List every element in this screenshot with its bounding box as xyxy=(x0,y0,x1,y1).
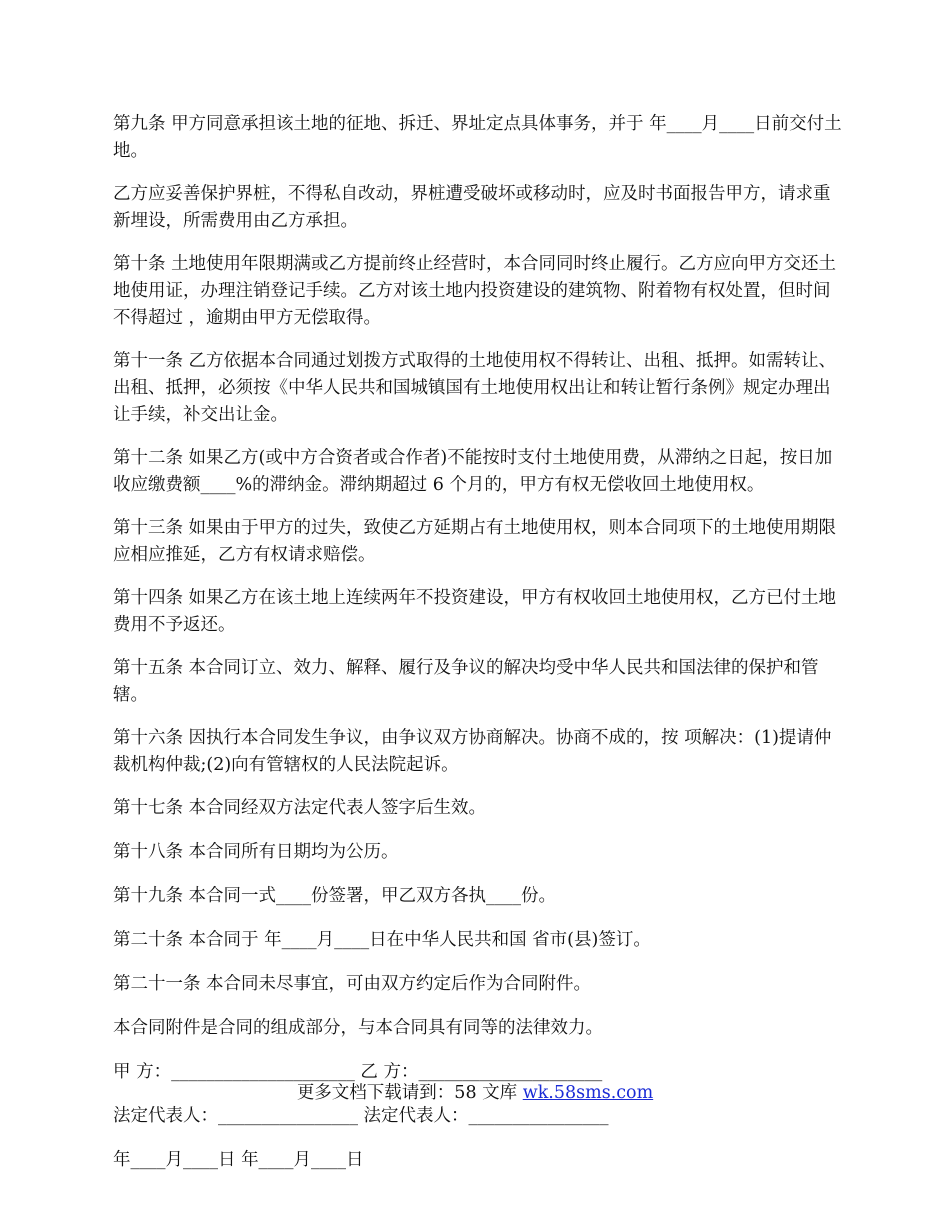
attachment-clause: 本合同附件是合同的组成部分，与本合同具有同等的法律效力。 xyxy=(113,1018,603,1038)
signing-date-line: 年____月____日 年____月____日 xyxy=(113,1150,364,1170)
clause-12: 第十二条 如果乙方(或中方合资者或合作者)不能按时支付土地使用费，从滞纳之日起，按日加收应缴费额____%的滞纳金。滞纳期超过 6 个月的，甲方有权无偿收回土地使用权。 xyxy=(113,448,833,495)
clause-18: 第十八条 本合同所有日期均为公历。 xyxy=(113,842,399,862)
clause-9: 第九条 甲方同意承担该土地的征地、拆迁、界址定点具体事务，并于 年____月____日前交付土地。 xyxy=(113,114,842,161)
contract-body xyxy=(113,111,843,1191)
clause-14: 第十四条 如果乙方在该土地上连续两年不投资建设，甲方有权收回土地使用权，乙方已付土地费用不予返还。 xyxy=(113,588,837,635)
legal-rep-signature-line: 法定代表人：________________ 法定代表人：________________ xyxy=(113,1106,609,1126)
clause-13: 第十三条 如果由于甲方的过失，致使乙方延期占有土地使用权，则本合同项下的土地使用期限应相应推延，乙方有权请求赔偿。 xyxy=(113,518,837,565)
clause-20: 第二十条 本合同于 年____月____日在中华人民共和国 省市(县)签订。 xyxy=(113,930,651,950)
clause-11: 第十一条 乙方依据本合同通过划拨方式取得的土地使用权不得转让、出租、抵押。如需转让、出租、抵押，必须按《中华人民共和国城镇国有土地使用权出让和转让暂行条例》规定办理出让手续，补交出让金。 xyxy=(113,351,837,425)
footer-text: 更多文档下载请到：58 文库 xyxy=(296,1083,523,1103)
clause-21: 第二十一条 本合同未尽事宜，可由双方约定后作为合同附件。 xyxy=(113,974,592,994)
clause-17: 第十七条 本合同经双方法定代表人签字后生效。 xyxy=(113,798,487,818)
download-footer xyxy=(0,1080,950,1107)
clause-19: 第十九条 本合同一式____份签署，甲乙双方各执____份。 xyxy=(113,886,557,906)
clause-15: 第十五条 本合同订立、效力、解释、履行及争议的解决均受中华人民共和国法律的保护和管辖。 xyxy=(113,658,819,705)
clause-10: 第十条 土地使用年限期满或乙方提前终止经营时，本合同同时终止履行。乙方应向甲方交还土地使用证，办理注销登记手续。乙方对该土地内投资建设的建筑物、附着物有权处置，但时间不得超过 ，逾期由甲方无偿取得。 xyxy=(113,254,837,328)
party-signature-line: 甲 方：_____________________ 乙 方：_____________________ xyxy=(113,1062,603,1082)
clause-16: 第十六条 因执行本合同发生争议，由争议双方协商解决。协商不成的，按 项解决：(1)提请仲裁机构仲裁;(2)向有管辖权的人民法院起诉。 xyxy=(113,728,832,775)
footer-link[interactable]: wk.58sms.com xyxy=(522,1083,654,1103)
clause-9-boundary-markers: 乙方应妥善保护界桩，不得私自改动，界桩遭受破坏或移动时，应及时书面报告甲方，请求重新埋设，所需费用由乙方承担。 xyxy=(113,184,831,231)
